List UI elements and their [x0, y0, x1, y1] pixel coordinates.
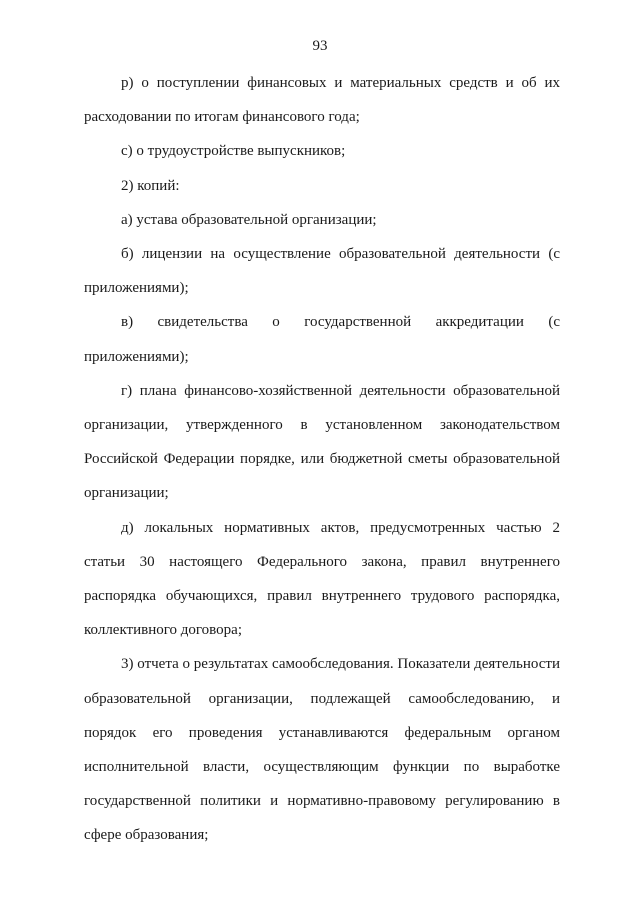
document-body [84, 66, 560, 853]
paragraph-item-g: г) плана финансово-хозяйственной деятельности образовательной организации, утвержденного в установленном законодательством Российской Федерации порядке, или бюджетной сметы образовательной организации; [84, 382, 560, 502]
paragraph-item-s: с) о трудоустройстве выпускников; [121, 143, 346, 160]
paragraph-item-a: а) устава образовательной организации; [121, 211, 377, 228]
paragraph-item-d: д) локальных нормативных актов, предусмотренных частью 2 статьи 30 настоящего Федерального закона, правил внутреннего распорядка обучающихся, правил внутреннего трудового распорядка, коллективного договора; [84, 519, 560, 639]
paragraph-item-v: в) свидетельства о государственной аккредитации (с приложениями); [84, 314, 560, 365]
paragraph-item-3: 3) отчета о результатах самообследования. Показатели деятельности образовательной организации, подлежащей самообследованию, и порядок его проведения устанавливаются федеральным органом исполнительной власти, осуществляющим функции по выработке государственной политики и нормативно-правовому регулированию в сфере образования; [84, 656, 560, 844]
paragraph-copies-heading: 2) копий: [121, 177, 180, 194]
page-number: 93 [312, 38, 328, 54]
paragraph-item-b: б) лицензии на осуществление образовательной деятельности (с приложениями); [84, 246, 560, 297]
paragraph-item-r: р) о поступлении финансовых и материальных средств и об их расходовании по итогам финансового года; [84, 75, 560, 126]
